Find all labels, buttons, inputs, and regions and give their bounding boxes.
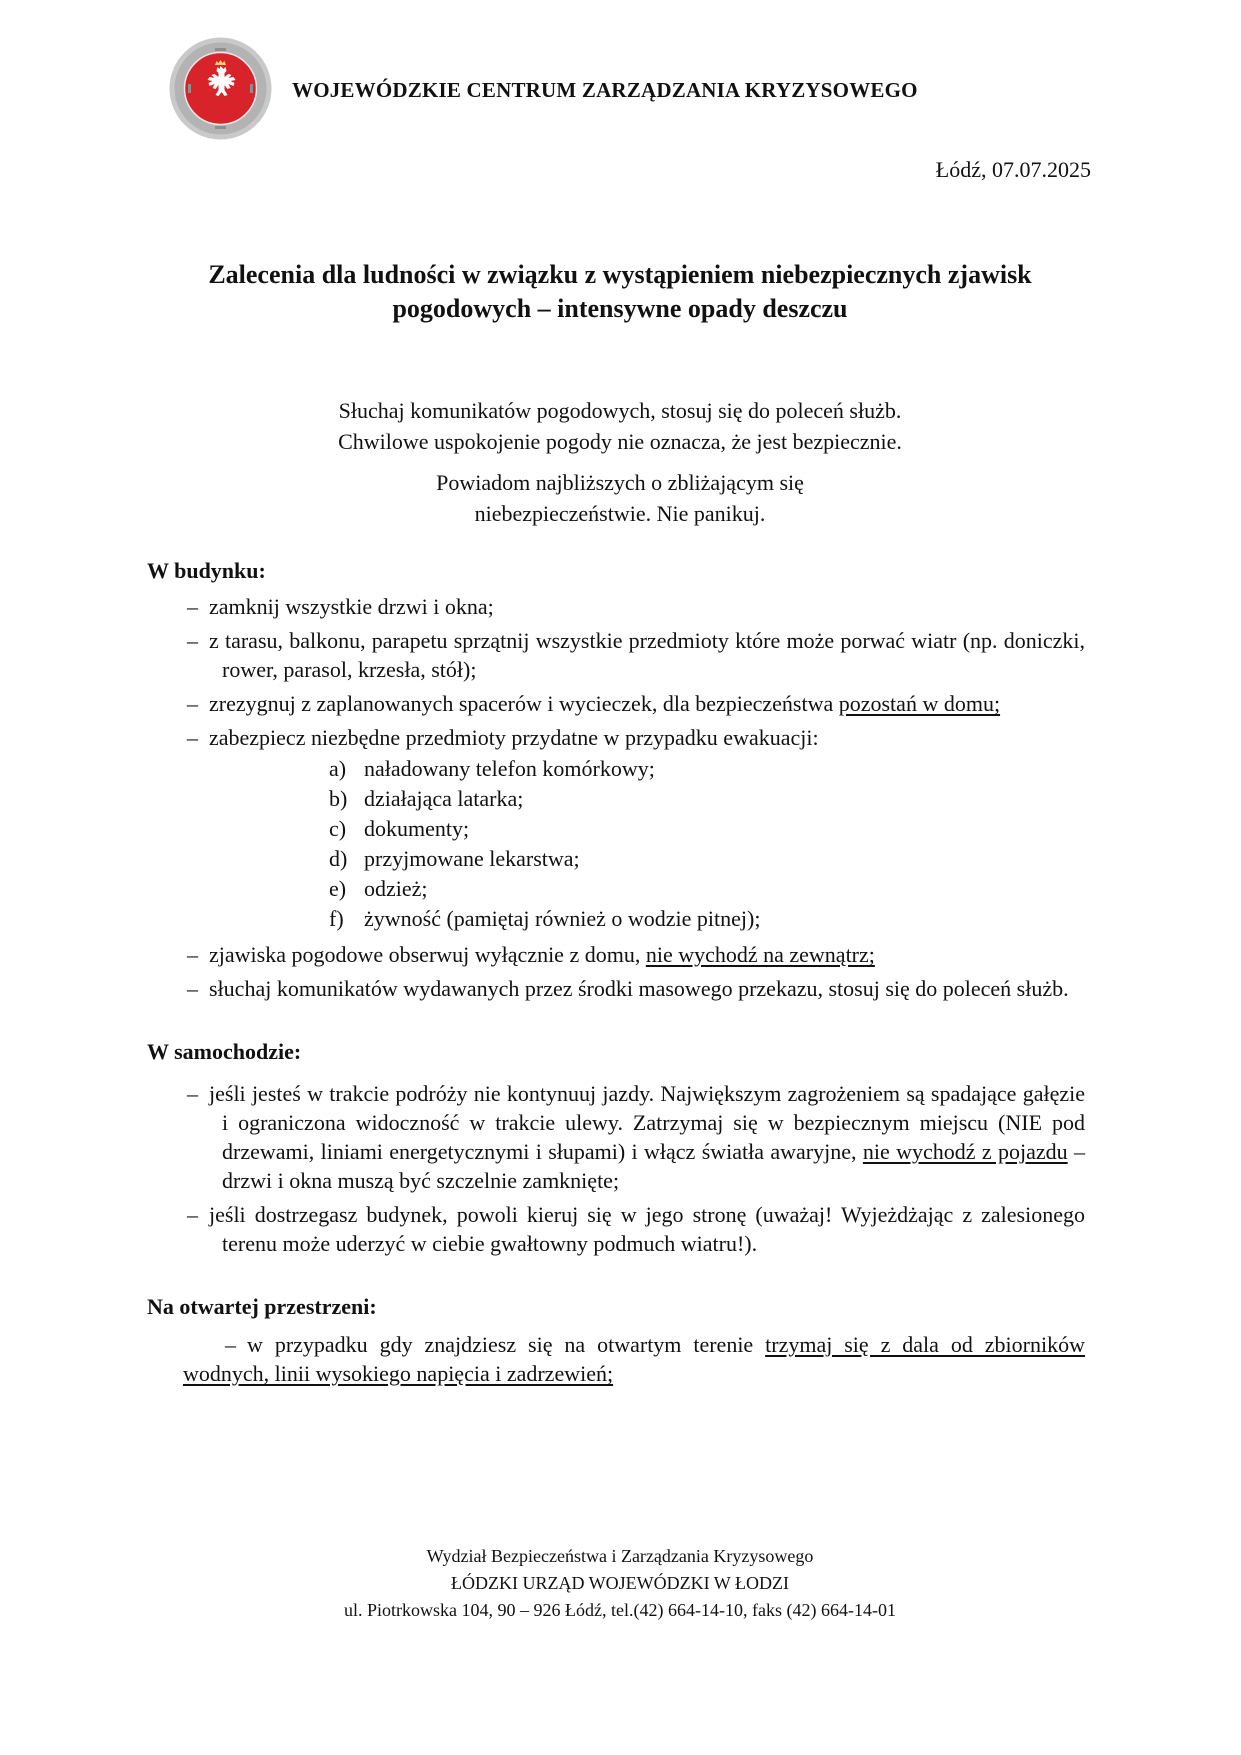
sub-list-item: c) dokumenty; [329,816,470,841]
recommendations [147,556,1085,1388]
underlined-emphasis: pozostań w domu; [838,691,1001,716]
advice-line-4: niebezpieczeństwie. Nie panikuj. [474,501,766,526]
sub-list-item: e) odzież; [329,876,428,901]
footer-office: ŁÓDZKI URZĄD WOJEWÓDZKI W ŁODZI [451,1573,789,1593]
document-title [140,258,1100,326]
list-item: – zamknij wszystkie drzwi i okna; [187,594,494,619]
underlined-emphasis: nie wychodź na zewnątrz; [645,942,875,967]
footer-address: ul. Piotrkowska 104, 90 – 926 Łódź, tel.(42) 664-14-10, faks (42) 664-14-01 [344,1600,896,1620]
dash-bullet: – [187,1081,198,1106]
list-item: – zabezpiecz niezbędne przedmioty przydatne w przypadku ewakuacji: a) naładowany telefon komórkowy; b) działająca latarka; c) dokumenty; d) przyjmowane lekarstwa; e) odzież; f) żywność (pamiętaj również o wodzie pitnej); [147,723,1085,934]
evacuation-items-list [222,754,1085,934]
letterhead [168,36,1068,146]
organization-name: WOJEWÓDZKIE CENTRUM ZARZĄDZANIA KRYZYSOWEGO [292,78,918,102]
sub-list-item: f) żywność (pamiętaj również o wodzie pitnej); [329,906,761,931]
list-item: – z tarasu, balkonu, parapetu sprzątnij wszystkie przedmioty które może porwać wiatr (np. doniczki, rower, parasol, krzesła, stół); [187,628,1085,682]
section-heading-car: W samochodzie: [147,1039,302,1064]
advice-line-3: Powiadom najbliższych o zbliżającym się [436,470,804,495]
dash-bullet: – [187,942,198,967]
title-line-2: pogodowych – intensywne opady deszczu [392,294,848,323]
sub-list-item: b) działająca latarka; [329,786,524,811]
sub-list-item: d) przyjmowane lekarstwa; [329,846,580,871]
dash-bullet: – [187,594,198,619]
list-item: – w przypadku gdy znajdziesz się na otwartym terenie trzymaj się z dala od zbiorników wodnych, linii wysokiego napięcia i zadrzewień; [183,1332,1085,1386]
section-heading-building: W budynku: [147,558,266,583]
dash-bullet: – [187,976,198,1001]
list-item: – jeśli dostrzegasz budynek, powoli kieruj się w jego stronę (uważaj! Wyjeżdżając z zalesionego terenu może uderzyć w ciebie gwałtowny podmuch wiatru!). [187,1202,1085,1256]
underlined-emphasis: trzymaj się z dala od zbiorników wodnych, linii wysokiego napięcia i zadrzewień; [183,1332,1085,1386]
polish-eagle-seal-icon [168,36,273,141]
advice-line-2: Chwilowe uspokojenie pogody nie oznacza, że jest bezpiecznie. [338,429,902,454]
dash-bullet: – [225,1332,236,1357]
general-advice [140,395,1100,529]
underlined-emphasis: nie wychodź z pojazdu [862,1139,1068,1164]
list-item: – zjawiska pogodowe obserwuj wyłącznie z domu, nie wychodź na zewnątrz; [187,942,875,967]
advice-line-1: Słuchaj komunikatów pogodowych, stosuj się do poleceń służb. [338,398,902,423]
document-date: Łódź, 07.07.2025 [935,157,1091,182]
dash-bullet: – [187,1202,198,1227]
building-list [147,592,1085,1003]
car-list [147,1079,1085,1258]
title-line-1: Zalecenia dla ludności w związku z wystąpieniem niebezpiecznych zjawisk [208,260,1032,289]
list-item: – jeśli jesteś w trakcie podróży nie kontynuuj jazdy. Największym zagrożeniem są spadające gałęzie i ograniczona widoczność w trakcie ulewy. Zatrzymaj się w bezpiecznym miejscu (NIE pod drzewami, liniami energetycznymi i słupami) i włącz światła awaryjne, nie wychodź z pojazdu – drzwi i okna muszą być szczelnie zamknięte; [187,1081,1086,1193]
list-item: – zrezygnuj z zaplanowanych spacerów i wycieczek, dla bezpieczeństwa pozostań w domu; [187,691,1001,716]
dash-bullet: – [187,691,198,716]
sub-list-item: a) naładowany telefon komórkowy; [329,756,655,781]
footer-department: Wydział Bezpieczeństwa i Zarządzania Kryzysowego [426,1546,814,1566]
dash-bullet: – [187,725,198,750]
list-item: – słuchaj komunikatów wydawanych przez środki masowego przekazu, stosuj się do poleceń służb. [187,976,1069,1001]
section-heading-open-space: Na otwartej przestrzeni: [147,1294,377,1319]
dash-bullet: – [187,628,198,653]
footer [140,1543,1100,1624]
